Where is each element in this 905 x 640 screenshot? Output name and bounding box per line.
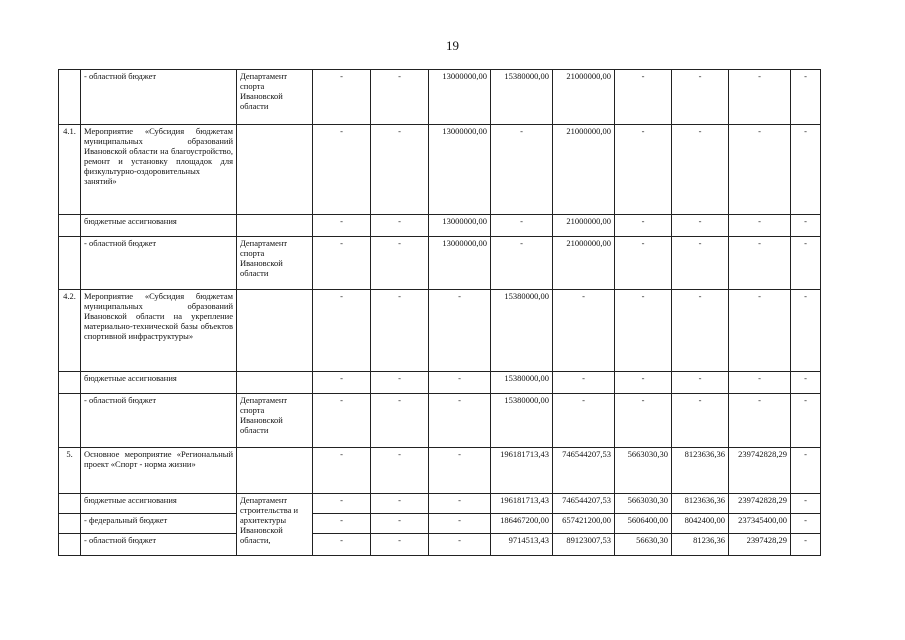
value-cell: - — [313, 125, 371, 215]
value-cell: - — [791, 534, 821, 556]
value-cell: - — [313, 70, 371, 125]
row-name: - областной бюджет — [81, 70, 237, 125]
value-cell: - — [791, 70, 821, 125]
value-cell: 8123636,36 — [672, 448, 729, 494]
value-cell: 8042400,00 — [672, 514, 729, 534]
value-cell: - — [672, 394, 729, 448]
value-cell: - — [429, 448, 491, 494]
value-cell: - — [615, 125, 672, 215]
value-cell: - — [553, 394, 615, 448]
row-department — [237, 290, 313, 372]
value-cell: 81236,36 — [672, 534, 729, 556]
value-cell: - — [429, 372, 491, 394]
value-cell: 13000000,00 — [429, 237, 491, 290]
table-row — [59, 534, 821, 556]
value-cell: 5663030,30 — [615, 494, 672, 514]
value-cell: - — [615, 290, 672, 372]
row-department: Департамент спорта Ивановской области — [237, 394, 313, 448]
value-cell: - — [371, 125, 429, 215]
value-cell: - — [615, 372, 672, 394]
value-cell: - — [371, 494, 429, 514]
row-department — [237, 372, 313, 394]
row-number: 5. — [59, 448, 81, 494]
value-cell: 746544207,53 — [553, 448, 615, 494]
row-number — [59, 514, 81, 534]
value-cell: - — [729, 237, 791, 290]
value-cell: - — [672, 125, 729, 215]
value-cell: - — [429, 514, 491, 534]
value-cell: 21000000,00 — [553, 215, 615, 237]
row-department: Департамент спорта Ивановской области — [237, 70, 313, 125]
value-cell: - — [729, 394, 791, 448]
value-cell: - — [791, 494, 821, 514]
value-cell: - — [615, 394, 672, 448]
value-cell: 15380000,00 — [491, 372, 553, 394]
value-cell: - — [371, 514, 429, 534]
row-name: - федеральный бюджет — [81, 514, 237, 534]
value-cell: 13000000,00 — [429, 70, 491, 125]
row-number — [59, 70, 81, 125]
value-cell: - — [313, 448, 371, 494]
value-cell: - — [313, 237, 371, 290]
value-cell: - — [672, 372, 729, 394]
value-cell: - — [371, 372, 429, 394]
value-cell: 15380000,00 — [491, 394, 553, 448]
value-cell: 13000000,00 — [429, 215, 491, 237]
table-row — [59, 372, 821, 394]
value-cell: - — [371, 237, 429, 290]
value-cell: - — [729, 290, 791, 372]
row-department: Департамент строительства и архитектуры Ивановской области, — [237, 494, 313, 556]
table-row — [59, 394, 821, 448]
value-cell: - — [313, 534, 371, 556]
table-row — [59, 290, 821, 372]
value-cell: - — [313, 494, 371, 514]
row-number — [59, 215, 81, 237]
value-cell: 5606400,00 — [615, 514, 672, 534]
value-cell: 13000000,00 — [429, 125, 491, 215]
table-row — [59, 70, 821, 125]
value-cell: 56630,30 — [615, 534, 672, 556]
value-cell: 237345400,00 — [729, 514, 791, 534]
row-name: Мероприятие «Субсидия бюджетам муниципальных образований Ивановской области на благоустройство, ремонт и установку площадок для физкультурно-оздоровительных занятий» — [81, 125, 237, 215]
row-number — [59, 394, 81, 448]
value-cell: - — [729, 70, 791, 125]
value-cell: - — [672, 290, 729, 372]
value-cell: - — [429, 394, 491, 448]
value-cell: 15380000,00 — [491, 70, 553, 125]
value-cell: 21000000,00 — [553, 237, 615, 290]
value-cell: 21000000,00 — [553, 125, 615, 215]
row-name: Основное мероприятие «Региональный проект «Спорт - норма жизни» — [81, 448, 237, 494]
row-department — [237, 215, 313, 237]
row-name: бюджетные ассигнования — [81, 494, 237, 514]
value-cell: 746544207,53 — [553, 494, 615, 514]
row-department: Департамент спорта Ивановской области — [237, 237, 313, 290]
table-row — [59, 448, 821, 494]
value-cell: 239742828,29 — [729, 494, 791, 514]
row-name: бюджетные ассигнования — [81, 215, 237, 237]
row-number — [59, 237, 81, 290]
value-cell: - — [791, 394, 821, 448]
value-cell: - — [791, 215, 821, 237]
value-cell: 186467200,00 — [491, 514, 553, 534]
page-number: 19 — [446, 38, 459, 53]
table-row — [59, 514, 821, 534]
value-cell: 239742828,29 — [729, 448, 791, 494]
value-cell: - — [371, 290, 429, 372]
value-cell: - — [491, 215, 553, 237]
row-department — [237, 125, 313, 215]
value-cell: 196181713,43 — [491, 494, 553, 514]
value-cell: - — [313, 372, 371, 394]
value-cell: - — [371, 534, 429, 556]
value-cell: - — [615, 237, 672, 290]
value-cell: - — [491, 125, 553, 215]
value-cell: 15380000,00 — [491, 290, 553, 372]
value-cell: - — [729, 372, 791, 394]
value-cell: - — [313, 215, 371, 237]
value-cell: - — [615, 215, 672, 237]
value-cell: - — [791, 290, 821, 372]
value-cell: - — [313, 394, 371, 448]
row-number — [59, 534, 81, 556]
value-cell: - — [615, 70, 672, 125]
row-number — [59, 372, 81, 394]
table-row — [59, 494, 821, 514]
row-name: Мероприятие «Субсидия бюджетам муниципальных образований Ивановской области на укрепление материально-технической базы объектов спортивной инфраструктуры» — [81, 290, 237, 372]
table-row — [59, 237, 821, 290]
value-cell: 21000000,00 — [553, 70, 615, 125]
value-cell: - — [429, 494, 491, 514]
value-cell: - — [791, 237, 821, 290]
row-name: - областной бюджет — [81, 534, 237, 556]
value-cell: - — [429, 290, 491, 372]
value-cell: - — [729, 215, 791, 237]
value-cell: - — [791, 448, 821, 494]
row-number: 4.1. — [59, 125, 81, 215]
value-cell: - — [791, 514, 821, 534]
value-cell: - — [313, 514, 371, 534]
value-cell: 9714513,43 — [491, 534, 553, 556]
value-cell: 89123007,53 — [553, 534, 615, 556]
value-cell: - — [429, 534, 491, 556]
row-name: - областной бюджет — [81, 237, 237, 290]
row-department — [237, 448, 313, 494]
value-cell: - — [672, 215, 729, 237]
value-cell: - — [791, 372, 821, 394]
value-cell: 657421200,00 — [553, 514, 615, 534]
budget-table — [58, 69, 821, 556]
value-cell: - — [553, 372, 615, 394]
row-name: бюджетные ассигнования — [81, 372, 237, 394]
row-name: - областной бюджет — [81, 394, 237, 448]
value-cell: - — [371, 448, 429, 494]
value-cell: 2397428,29 — [729, 534, 791, 556]
table-row — [59, 125, 821, 215]
row-number — [59, 494, 81, 514]
value-cell: - — [371, 70, 429, 125]
value-cell: - — [313, 290, 371, 372]
value-cell: - — [491, 237, 553, 290]
value-cell: - — [672, 237, 729, 290]
value-cell: - — [553, 290, 615, 372]
row-number: 4.2. — [59, 290, 81, 372]
value-cell: - — [791, 125, 821, 215]
value-cell: - — [672, 70, 729, 125]
value-cell: - — [371, 394, 429, 448]
value-cell: 5663030,30 — [615, 448, 672, 494]
value-cell: - — [729, 125, 791, 215]
value-cell: 196181713,43 — [491, 448, 553, 494]
value-cell: - — [371, 215, 429, 237]
table-row — [59, 215, 821, 237]
value-cell: 8123636,36 — [672, 494, 729, 514]
